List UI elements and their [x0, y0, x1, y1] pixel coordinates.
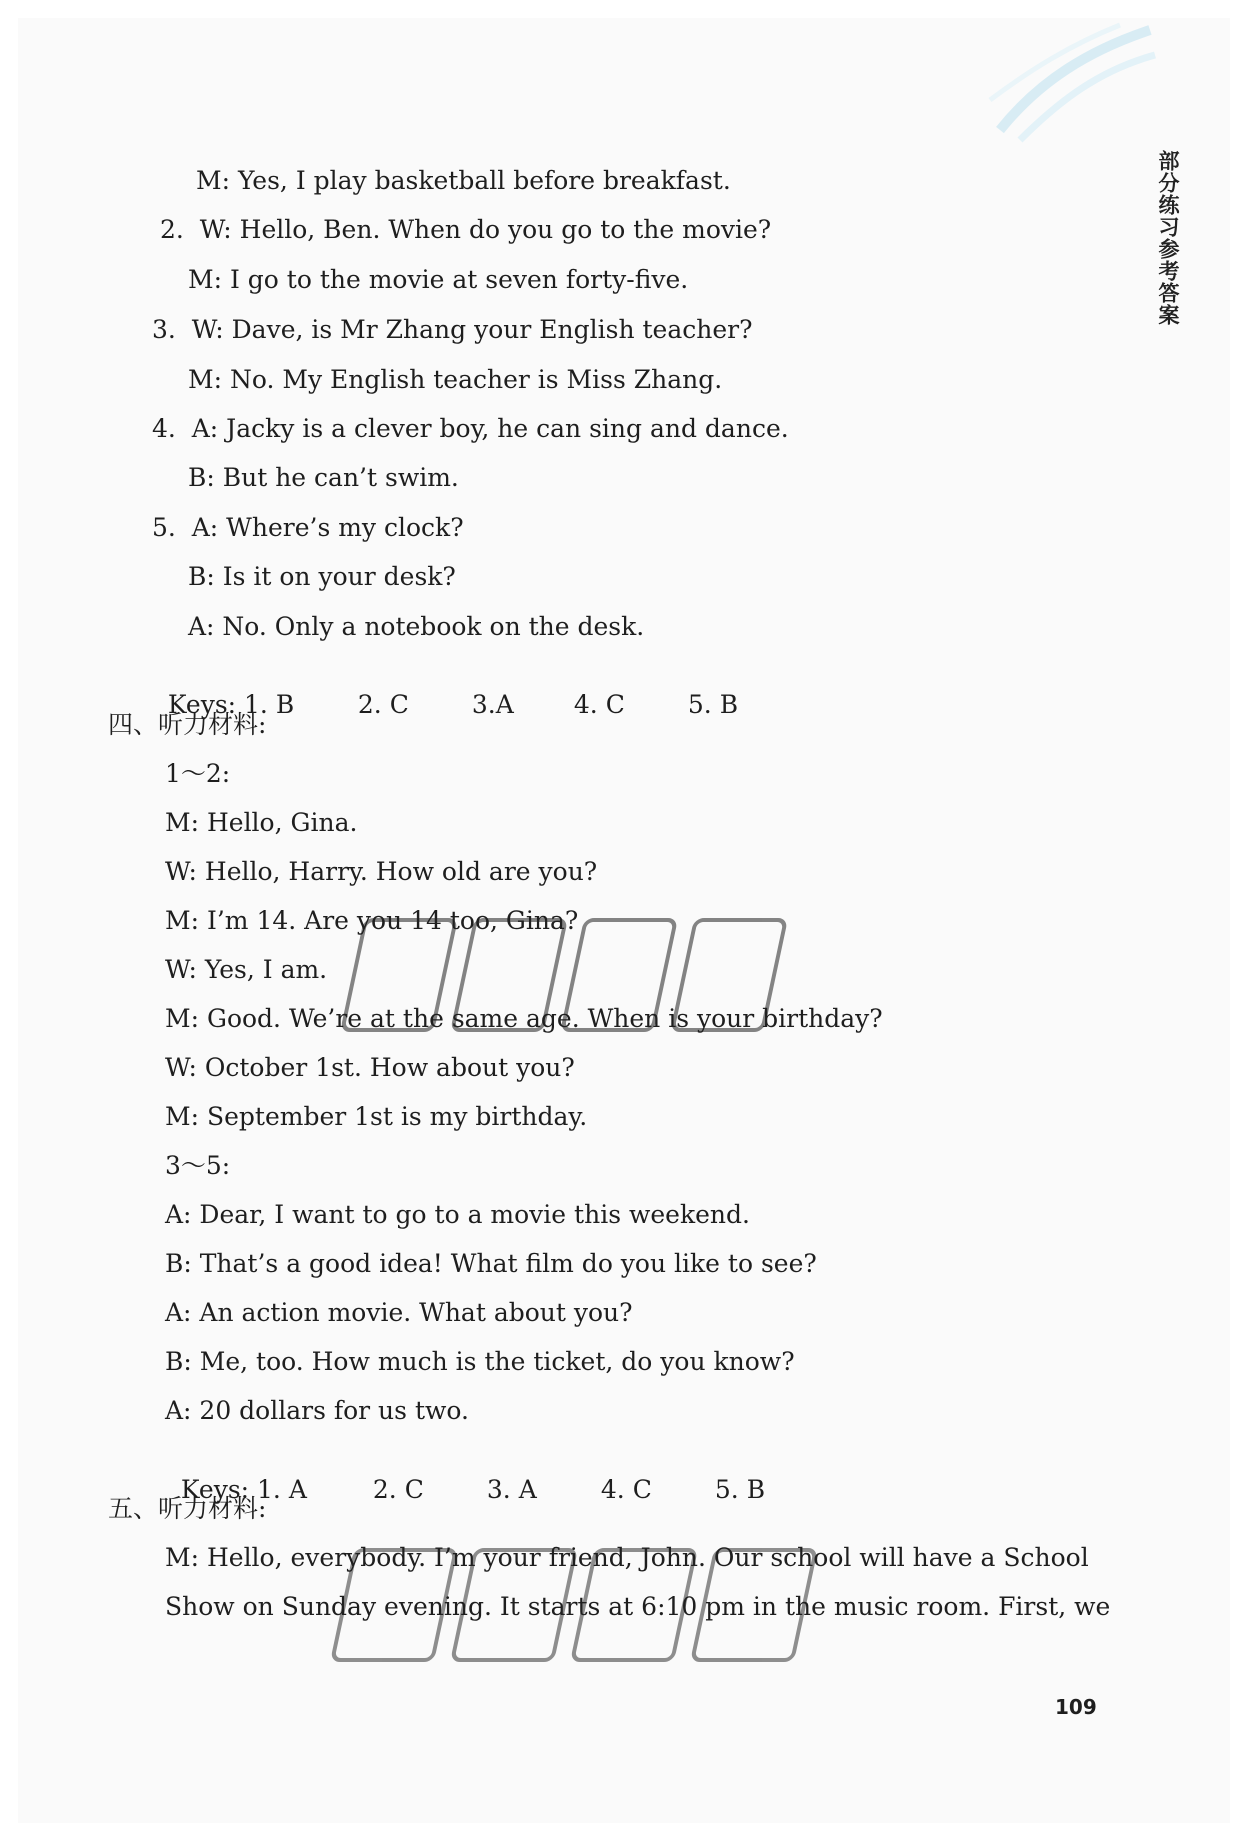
- key-item: 3. A: [486, 1475, 537, 1504]
- text-line: A: 20 dollars for us two.: [165, 1396, 469, 1425]
- text-line: B: Me, too. How much is the ticket, do you know?: [165, 1347, 795, 1376]
- key-item: 4. C: [600, 1475, 652, 1504]
- side-section-label: 部分练习参考答案: [1156, 150, 1180, 326]
- text-line: M: No. My English teacher is Miss Zhang.: [188, 365, 723, 394]
- text-line: W: October 1st. How about you?: [165, 1053, 575, 1082]
- decorative-brush-icon: [980, 20, 1160, 150]
- dialog-range: 3～5:: [165, 1151, 231, 1180]
- text-line: Show on Sunday evening. It starts at 6:10 pm in the music room. First, we: [165, 1592, 1111, 1621]
- page-number: 109: [1055, 1695, 1097, 1719]
- text-line: M: Hello, everybody. I’m your friend, John. Our school will have a School: [165, 1543, 1089, 1572]
- text-line: A: Dear, I want to go to a movie this weekend.: [165, 1200, 750, 1229]
- text-line: A: An action movie. What about you?: [165, 1298, 633, 1327]
- dialog-range: 1～2:: [165, 759, 231, 788]
- key-item: 5. B: [687, 690, 739, 719]
- text-line: 3. W: Dave, is Mr Zhang your English teacher?: [152, 315, 753, 344]
- section-heading: 五、听力材料:: [108, 1494, 267, 1523]
- key-item: 2. C: [372, 1475, 424, 1504]
- text-line: 4. A: Jacky is a clever boy, he can sing and dance.: [152, 414, 789, 443]
- text-line: B: That’s a good idea! What film do you like to see?: [165, 1249, 817, 1278]
- text-line: M: Good. We’re at the same age. When is your birthday?: [165, 1004, 883, 1033]
- key-item: 4. C: [573, 690, 625, 719]
- text-line: M: Hello, Gina.: [165, 808, 358, 837]
- key-item: Keys: 1. A: [180, 1475, 307, 1504]
- key-item: 3.A: [471, 690, 514, 719]
- text-line: W: Hello, Harry. How old are you?: [165, 857, 598, 886]
- text-line: 2. W: Hello, Ben. When do you go to the movie?: [160, 215, 772, 244]
- text-line: M: I’m 14. Are you 14 too, Gina?: [165, 906, 579, 935]
- text-line: M: I go to the movie at seven forty-five.: [188, 265, 689, 294]
- key-item: 5. B: [714, 1475, 766, 1504]
- text-line: A: No. Only a notebook on the desk.: [188, 612, 645, 641]
- section-heading: 四、听力材料:: [108, 710, 267, 739]
- text-line: W: Yes, I am.: [165, 955, 328, 984]
- key-item: Keys: 1. B: [167, 690, 295, 719]
- text-line: 5. A: Where’s my clock?: [152, 513, 464, 542]
- key-item: 2. C: [357, 690, 409, 719]
- text-line: B: Is it on your desk?: [188, 562, 456, 591]
- text-line: M: Yes, I play basketball before breakfast.: [196, 166, 731, 195]
- text-line: M: September 1st is my birthday.: [165, 1102, 588, 1131]
- text-line: B: But he can’t swim.: [188, 463, 459, 492]
